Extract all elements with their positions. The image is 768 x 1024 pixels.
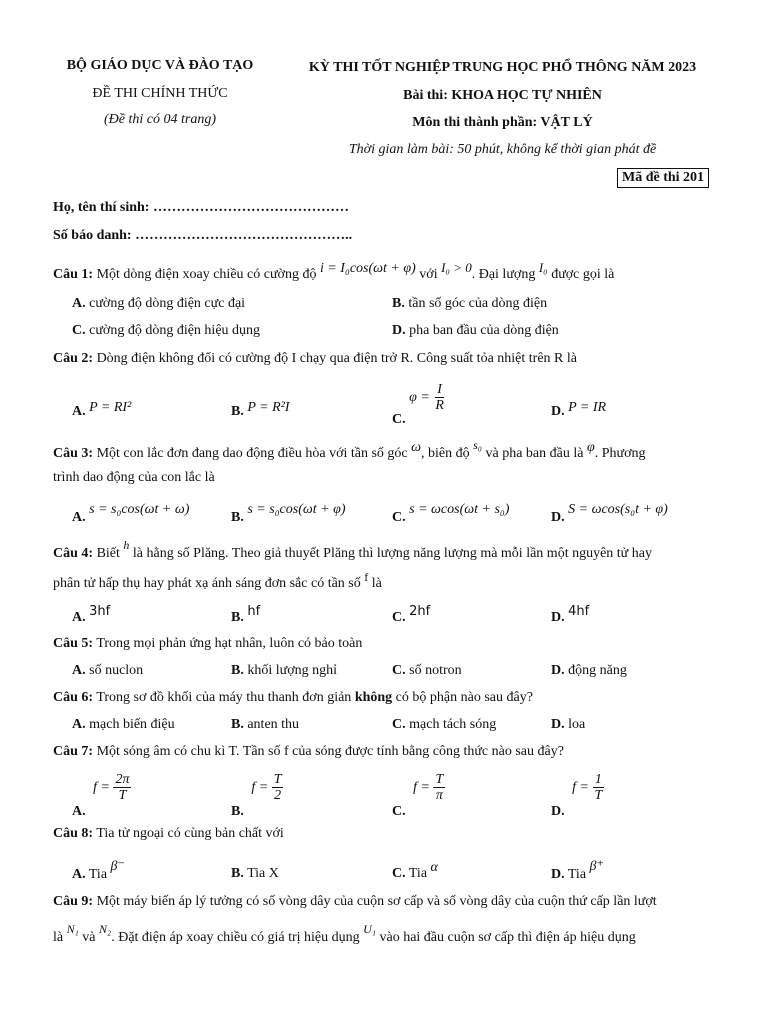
option-letter: B. bbox=[231, 510, 244, 525]
option-text: loa bbox=[568, 717, 586, 732]
q3-option-a bbox=[72, 502, 190, 526]
q3-option-d bbox=[551, 502, 668, 526]
q7-label: Câu 7: bbox=[53, 744, 94, 759]
q6-option-b bbox=[231, 717, 299, 733]
subject-label: Bài thi: KHOA HỌC TỰ NHIÊN bbox=[403, 88, 602, 103]
option-formula: P = IR bbox=[568, 400, 607, 415]
q4-option-b bbox=[231, 604, 261, 626]
exam-title: KỲ THI TỐT NGHIỆP TRUNG HỌC PHỔ THÔNG NĂM 2023 bbox=[308, 60, 697, 75]
option-letter: A. bbox=[72, 804, 86, 820]
fraction bbox=[272, 772, 284, 804]
q1-option-a bbox=[72, 296, 245, 312]
question-1 bbox=[53, 260, 615, 283]
option-formula: P = R²I bbox=[247, 400, 290, 415]
option-text: số notron bbox=[409, 663, 462, 678]
option-text: mạch biến điệu bbox=[89, 717, 175, 732]
pages-note: (Đề thi có 04 trang) bbox=[104, 112, 216, 127]
option-letter: C. bbox=[392, 717, 406, 732]
question-9-cont bbox=[53, 922, 636, 946]
option-letter: A. bbox=[72, 663, 86, 678]
q7-option-c bbox=[392, 772, 445, 820]
name-label: Họ, tên thí sinh: bbox=[53, 200, 150, 215]
q9-text-e: vào hai đầu cuộn sơ cấp thì điện áp hiệu dụng bbox=[379, 930, 636, 945]
q9-text-a: Một máy biến áp lý tưởng có số vòng dây của cuộn sơ cấp và số vòng dây của cuộn thứ cấp lần lượt bbox=[96, 894, 657, 909]
fraction-lhs: f = bbox=[572, 780, 589, 796]
q4-text-c: phân tử hấp thụ hay phát xạ ánh sáng đơn sắc có tần số bbox=[53, 576, 361, 591]
q1-cond: I₀ > 0 bbox=[441, 260, 472, 275]
q1-option-b bbox=[392, 296, 547, 312]
fraction bbox=[113, 772, 131, 804]
q1-text-d: được gọi là bbox=[551, 267, 615, 282]
q1-option-c bbox=[72, 323, 260, 339]
option-letter: C. bbox=[392, 610, 406, 625]
q4-option-c bbox=[392, 604, 431, 626]
u1-symbol: U₁ bbox=[363, 922, 376, 936]
question-8 bbox=[53, 826, 284, 842]
f-symbol: f bbox=[364, 570, 369, 584]
q3-option-b bbox=[231, 502, 346, 526]
question-4 bbox=[53, 538, 652, 562]
option-text: khối lượng nghỉ bbox=[247, 663, 338, 678]
fraction-numerator: T bbox=[273, 772, 282, 787]
candidate-id-line bbox=[53, 228, 352, 244]
q5-text: Trong mọi phản ứng hạt nhân, luôn có bảo toàn bbox=[96, 636, 363, 651]
q7-option-d bbox=[551, 772, 604, 820]
q9-text-c: và bbox=[82, 930, 96, 945]
q2-option-c bbox=[392, 382, 446, 428]
exam-code: Mã đề thi 201 bbox=[622, 170, 705, 185]
fraction-denominator: 2 bbox=[274, 788, 282, 804]
option-text: Tia bbox=[408, 866, 428, 881]
option-letter: D. bbox=[551, 510, 565, 525]
fraction-lhs: φ = bbox=[409, 390, 430, 406]
fraction-numerator: T bbox=[435, 772, 444, 787]
q1-text-a: Một dòng điện xoay chiều có cường độ bbox=[96, 267, 317, 282]
option-letter: B. bbox=[231, 804, 244, 820]
fraction bbox=[592, 772, 604, 804]
option-letter: A. bbox=[72, 610, 86, 625]
candidate-name-line bbox=[53, 200, 349, 216]
q2-text: Dòng điện không đổi có cường độ I chạy qua điện trở R. Công suất tỏa nhiệt trên R là bbox=[96, 351, 577, 366]
option-text: Tia bbox=[567, 867, 587, 882]
question-7 bbox=[53, 744, 564, 760]
option-letter: C. bbox=[392, 412, 406, 428]
id-dots: ……………………………………….. bbox=[135, 228, 353, 243]
fraction-denominator: T bbox=[594, 788, 603, 804]
fraction-denominator: T bbox=[118, 788, 127, 804]
option-text: cường độ dòng điện cực đại bbox=[89, 296, 246, 311]
option-text: tần số góc của dòng điện bbox=[408, 296, 548, 311]
q8-text: Tia tử ngoại có cùng bản chất với bbox=[96, 826, 284, 841]
q4-text-a: Biết bbox=[96, 546, 120, 561]
q1-text-b: với bbox=[419, 267, 438, 282]
q7-text: Một sóng âm có chu kì T. Tần số f của sóng được tính bằng công thức nào sau đây? bbox=[96, 744, 564, 759]
option-letter: B. bbox=[231, 717, 244, 732]
question-6 bbox=[53, 690, 533, 706]
q3-label: Câu 3: bbox=[53, 446, 94, 461]
id-label: Số báo danh: bbox=[53, 228, 132, 243]
q6-option-a bbox=[72, 717, 175, 733]
option-letter: D. bbox=[392, 323, 406, 338]
option-text: Tia bbox=[88, 867, 108, 882]
q3-text-d: . Phương bbox=[594, 446, 646, 461]
option-letter: D. bbox=[551, 663, 565, 678]
option-text: pha ban đầu của dòng điện bbox=[409, 323, 559, 338]
q3-text-b: , biên độ bbox=[421, 446, 470, 461]
beta-minus-symbol: β⁻ bbox=[110, 859, 125, 874]
fraction-numerator: 2π bbox=[115, 772, 130, 787]
q2-option-a bbox=[72, 400, 132, 420]
q5-label: Câu 5: bbox=[53, 636, 94, 651]
q1-option-d bbox=[392, 323, 559, 339]
q8-option-d bbox=[551, 859, 604, 883]
q9-text-d: . Đặt điện áp xoay chiều có giá trị hiệu dụng bbox=[111, 930, 360, 945]
n2-symbol: N₂ bbox=[99, 922, 112, 936]
q2-option-d bbox=[551, 400, 607, 420]
beta-plus-symbol: β⁺ bbox=[589, 859, 604, 874]
fraction-denominator: R bbox=[435, 398, 444, 414]
q8-label: Câu 8: bbox=[53, 826, 94, 841]
q6-option-d bbox=[551, 717, 585, 733]
q3-option-c bbox=[392, 502, 510, 526]
fraction-numerator: 1 bbox=[594, 772, 602, 787]
fraction-lhs: f = bbox=[251, 780, 269, 796]
option-letter: B. bbox=[231, 404, 244, 419]
option-formula: s = s₀cos(ωt + φ) bbox=[247, 502, 346, 517]
q4-label: Câu 4: bbox=[53, 546, 94, 561]
fraction-lhs: f = bbox=[93, 780, 110, 796]
q3-text-c: và pha ban đầu là bbox=[485, 446, 584, 461]
option-text: mạch tách sóng bbox=[409, 717, 497, 732]
q5-option-a bbox=[72, 663, 143, 679]
q6-text-a: Trong sơ đồ khối của máy thu thanh đơn giản bbox=[96, 690, 352, 705]
option-formula: s = s₀cos(ωt + ω) bbox=[89, 502, 190, 517]
official-label: ĐỀ THI CHÍNH THỨC bbox=[92, 86, 228, 101]
option-letter: C. bbox=[72, 323, 86, 338]
option-formula: S = ωcos(s₀t + φ) bbox=[568, 502, 668, 517]
question-4-cont bbox=[53, 570, 382, 592]
phi-symbol: φ bbox=[586, 440, 595, 455]
option-letter: C. bbox=[392, 663, 406, 678]
option-formula: s = ωcos(ωt + s₀) bbox=[409, 502, 510, 517]
q4-text-b: là hằng số Plăng. Theo giả thuyết Plăng thì lượng năng lượng mà mỗi lần một nguyên tử hay bbox=[132, 546, 652, 561]
q4-option-d bbox=[551, 604, 590, 626]
q4-text-d: là bbox=[371, 576, 382, 591]
q1-text-c: . Đại lượng bbox=[471, 267, 536, 282]
n1-symbol: N₁ bbox=[66, 922, 79, 936]
option-letter: A. bbox=[72, 717, 86, 732]
option-text: 4hf bbox=[568, 604, 590, 619]
q6-option-c bbox=[392, 717, 496, 733]
question-5 bbox=[53, 636, 362, 652]
q7-option-a bbox=[72, 772, 131, 820]
option-text: số nuclon bbox=[89, 663, 144, 678]
fraction-denominator: π bbox=[435, 788, 443, 804]
q2-option-b bbox=[231, 400, 290, 420]
option-letter: C. bbox=[392, 866, 406, 881]
q9-label: Câu 9: bbox=[53, 894, 94, 909]
option-text: cường độ dòng điện hiệu dụng bbox=[89, 323, 261, 338]
option-letter: D. bbox=[551, 717, 565, 732]
h-symbol: h bbox=[123, 538, 130, 552]
option-letter: D. bbox=[551, 610, 565, 625]
option-letter: C. bbox=[392, 804, 406, 820]
question-3 bbox=[53, 438, 646, 462]
option-text: 3hf bbox=[89, 604, 111, 619]
q5-option-b bbox=[231, 663, 337, 679]
option-letter: D. bbox=[551, 867, 565, 882]
q8-option-a bbox=[72, 859, 125, 883]
option-letter: D. bbox=[551, 404, 565, 419]
s0-symbol: s₀ bbox=[473, 438, 482, 452]
q3-text-e: trình dao động của con lắc là bbox=[53, 470, 215, 485]
option-text: hf bbox=[247, 604, 261, 619]
question-2 bbox=[53, 351, 577, 367]
option-text: anten thu bbox=[247, 717, 300, 732]
option-letter: A. bbox=[72, 867, 86, 882]
q8-option-c bbox=[392, 860, 438, 882]
q1-label: Câu 1: bbox=[53, 267, 94, 282]
name-dots: …………………………………… bbox=[152, 200, 349, 215]
q2-label: Câu 2: bbox=[53, 351, 94, 366]
option-letter: A. bbox=[72, 404, 86, 419]
q6-text-b: có bộ phận nào sau đây? bbox=[395, 690, 533, 705]
option-letter: A. bbox=[72, 296, 86, 311]
option-letter: B. bbox=[231, 663, 244, 678]
time-note: Thời gian làm bài: 50 phút, không kể thời gian phát đề bbox=[348, 142, 657, 157]
option-letter: B. bbox=[231, 866, 244, 881]
option-letter: B. bbox=[392, 296, 405, 311]
q6-text-bold: không bbox=[354, 690, 393, 705]
q4-option-a bbox=[72, 604, 111, 626]
q9-text-b: là bbox=[53, 930, 64, 945]
component-label: Môn thi thành phần: VẬT LÝ bbox=[412, 115, 593, 130]
q5-option-c bbox=[392, 663, 462, 679]
ministry-name: BỘ GIÁO DỤC VÀ ĐÀO TẠO bbox=[66, 58, 254, 73]
q1-sym: I₀ bbox=[538, 260, 548, 275]
q6-label: Câu 6: bbox=[53, 690, 94, 705]
fraction-lhs: f = bbox=[413, 780, 430, 796]
option-letter: C. bbox=[392, 510, 406, 525]
alpha-symbol: α bbox=[430, 860, 438, 875]
q7-option-b bbox=[231, 772, 283, 820]
fraction bbox=[433, 382, 446, 414]
option-letter: D. bbox=[551, 804, 565, 820]
option-formula: P = RI² bbox=[89, 400, 132, 415]
omega-symbol: ω bbox=[411, 440, 422, 455]
q1-formula: i = I₀cos(ωt + φ) bbox=[319, 261, 416, 276]
q3-text-a: Một con lắc đơn đang dao động điều hòa với tần số góc bbox=[96, 446, 408, 461]
question-3-cont bbox=[53, 470, 215, 486]
option-text: 2hf bbox=[409, 604, 431, 619]
option-letter: B. bbox=[231, 610, 244, 625]
fraction-numerator: I bbox=[437, 382, 442, 397]
option-text: Tia X bbox=[247, 866, 279, 881]
q8-option-b bbox=[231, 866, 279, 882]
option-text: động năng bbox=[568, 663, 627, 678]
exam-code-box bbox=[617, 168, 709, 188]
q5-option-d bbox=[551, 663, 627, 679]
option-letter: A. bbox=[72, 510, 86, 525]
fraction bbox=[433, 772, 445, 804]
question-9 bbox=[53, 894, 657, 910]
